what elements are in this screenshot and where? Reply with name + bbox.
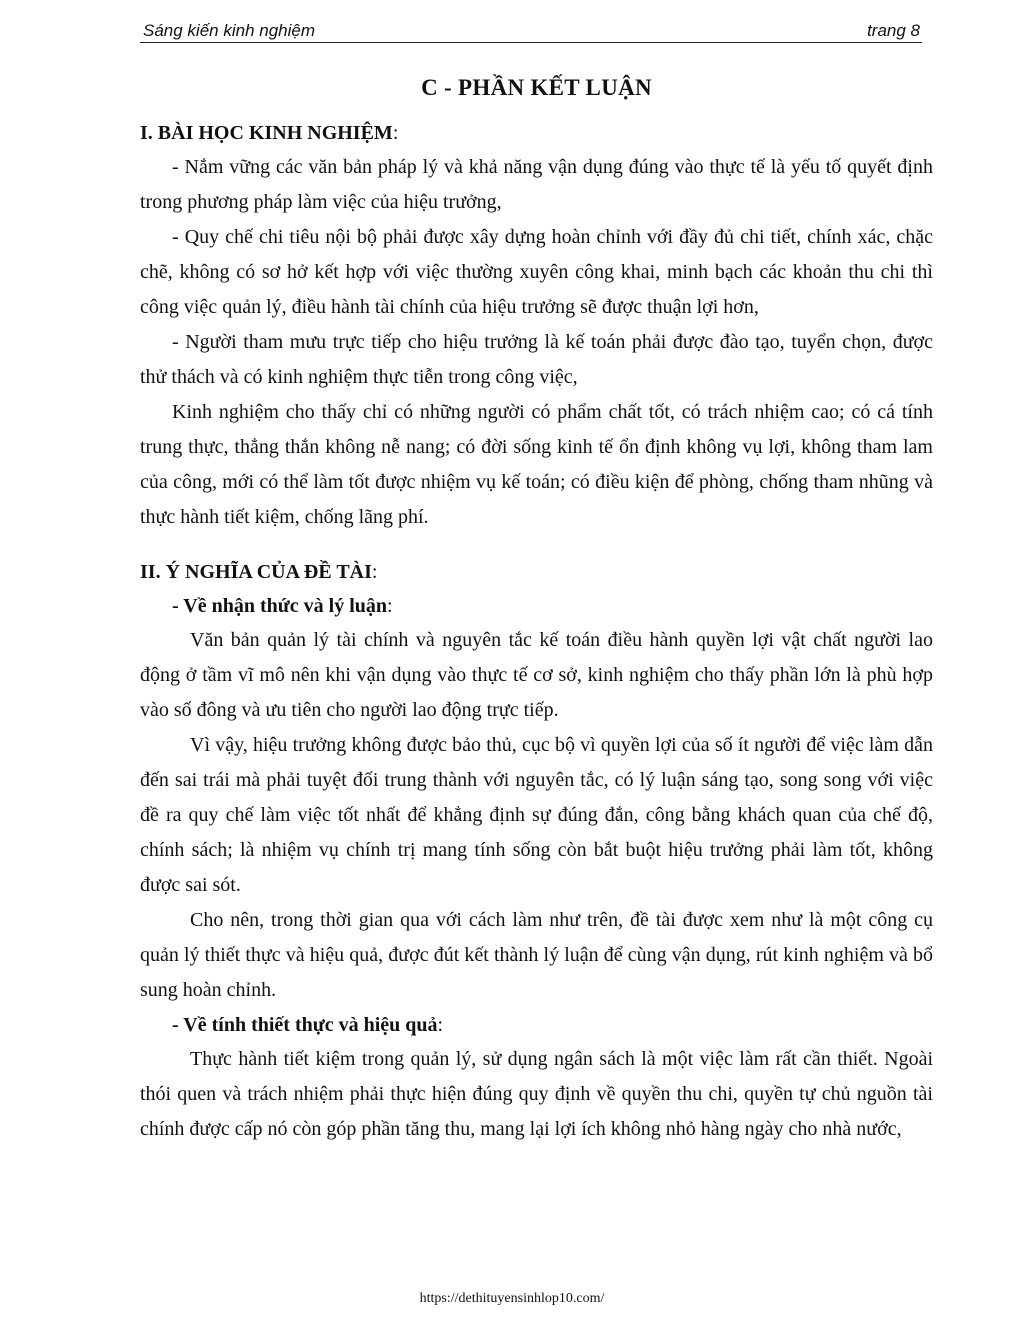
subheading-practicality (172, 1008, 933, 1042)
paragraph: Văn bản quản lý tài chính và nguyên tắc kế toán điều hành quyền lợi vật chất người lao động ở tầm vĩ mô nên khi vận dụng vào thực tế cơ sở, kinh nghiệm cho thấy phần lớn là phù hợp vào số đông và ưu tiên cho người lao động trực tiếp. (140, 629, 933, 721)
header-title: Sáng kiến kinh nghiệm (143, 21, 316, 40)
heading-significance (140, 555, 933, 589)
section-title: C - PHẦN KẾT LUẬN (421, 75, 652, 100)
spacer (140, 535, 933, 555)
heading-significance-text: II. Ý NGHĨA CỦA ĐỀ TÀI (140, 561, 372, 583)
paragraph: Cho nên, trong thời gian qua với cách làm như trên, đề tài được xem như là một công cụ quản lý thiết thực và hiệu quả, được đút kết thành lý luận để cùng vận dụng, rút kinh nghiệm và bổ sung hoàn chỉnh. (140, 909, 933, 1001)
paragraph: Kinh nghiệm cho thấy chỉ có những người có phẩm chất tốt, có trách nhiệm cao; có cá tính trung thực, thẳng thắn không nễ nang; có đời sống kinh tế ổn định không vụ lợi, không tham lam của công, mới có thể làm tốt được nhiệm vụ kế toán; có điều kiện để phòng, chống tham nhũng và thực hành tiết kiệm, chống lãng phí. (140, 401, 933, 528)
footer-url[interactable]: https://dethituyensinhlop10.com/ (419, 1291, 605, 1306)
heading-lessons-text: I. BÀI HỌC KINH NGHIỆM (140, 122, 393, 144)
document-body (140, 70, 933, 1147)
subheading-awareness-text: - Về nhận thức và lý luận (172, 595, 388, 617)
subheading-awareness-colon: : (387, 595, 393, 617)
subheading-practicality-text: - Về tính thiết thực và hiệu quả (172, 1014, 438, 1036)
heading-lessons-colon: : (392, 122, 399, 144)
heading-significance-colon: : (371, 561, 378, 583)
heading-lessons (140, 116, 933, 150)
subheading-awareness (172, 589, 933, 623)
page-header (140, 20, 922, 43)
paragraph: - Nắm vững các văn bản pháp lý và khả năng vận dụng đúng vào thực tế là yếu tố quyết định trong phương pháp làm việc của hiệu trưởng, (140, 156, 933, 213)
subheading-practicality-colon: : (437, 1014, 444, 1036)
paragraph: Thực hành tiết kiệm trong quản lý, sử dụng ngân sách là một việc làm rất cần thiết. Ngoài thói quen và trách nhiệm phải thực hiện đúng quy định về quyền thu chi, quyền tự chủ nguồn tài chính được cấp nó còn góp phần tăng thu, mang lại lợi ích không nhỏ hàng ngày cho nhà nước, (140, 1048, 933, 1140)
page-number: trang 8 (867, 21, 920, 40)
paragraph: Vì vậy, hiệu trưởng không được bảo thủ, cục bộ vì quyền lợi của số ít người để việc làm dẫn đến sai trái mà phải tuyệt đối trung thành với nguyên tắc, có lý luận sáng tạo, song song với việc đề ra quy chế làm việc tốt nhất để khẳng định sự đúng đắn, công bằng khách quan của chế độ, chính sách; là nhiệm vụ chính trị mang tính sống còn bắt buột hiệu trưởng phải làm tốt, không được sai sót. (140, 734, 933, 896)
paragraph: - Quy chế chi tiêu nội bộ phải được xây dựng hoàn chỉnh với đầy đủ chi tiết, chính xác, chặc chẽ, không có sơ hở kết hợp với việc thường xuyên công khai, minh bạch các khoản thu chi thì công việc quản lý, điều hành tài chính của hiệu trưởng sẽ được thuận lợi hơn, (140, 226, 933, 318)
paragraph: - Người tham mưu trực tiếp cho hiệu trưởng là kế toán phải được đào tạo, tuyển chọn, được thử thách và có kinh nghiệm thực tiễn trong công việc, (140, 331, 933, 388)
